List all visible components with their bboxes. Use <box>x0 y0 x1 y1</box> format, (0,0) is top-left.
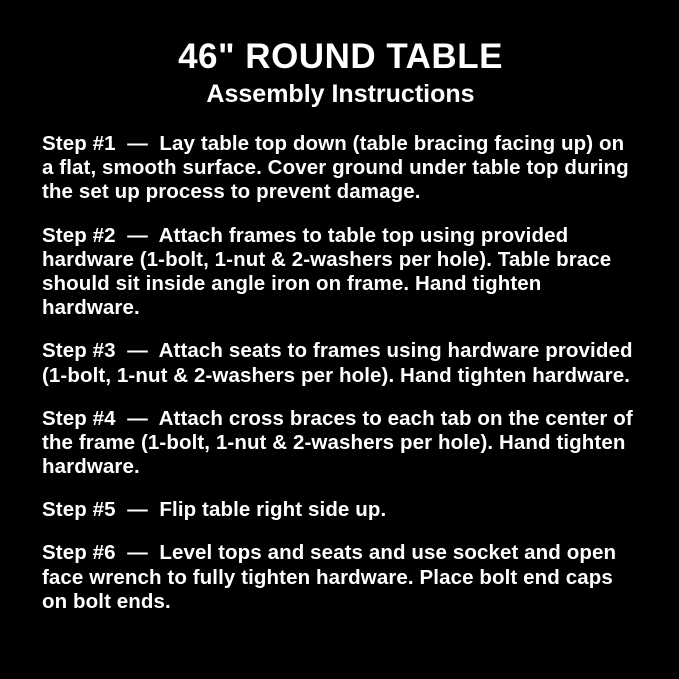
step-3-text: Step #3 — Attach seats to frames using hardware provided (1-bolt, 1-nut & 2-washers per hole). Hand tighten hardware. <box>42 339 639 387</box>
page-title: 46" ROUND TABLE <box>178 37 503 76</box>
step-5-text: Step #5 — Flip table right side up. <box>42 498 387 522</box>
step-1-text: Step #1 — Lay table top down (table bracing facing up) on a flat, smooth surface. Cover ground under table top during the set up process to prevent damage. <box>42 132 635 204</box>
step-4-text: Step #4 — Attach cross braces to each tab on the center of the frame (1-bolt, 1-nut & 2-washers per hole). Hand tighten hardware. <box>42 406 639 479</box>
step-6-text: Step #6 — Level tops and seats and use socket and open face wrench to fully tighten hardware. Place bolt end caps on bolt ends. <box>42 541 622 613</box>
subtitle: Assembly Instructions <box>206 79 475 108</box>
step-2-text: Step #2 — Attach frames to table top using provided hardware (1-bolt, 1-nut & 2-washers per hole). Table brace should sit inside angle iron on frame. Hand tighten hardware. <box>42 223 618 320</box>
